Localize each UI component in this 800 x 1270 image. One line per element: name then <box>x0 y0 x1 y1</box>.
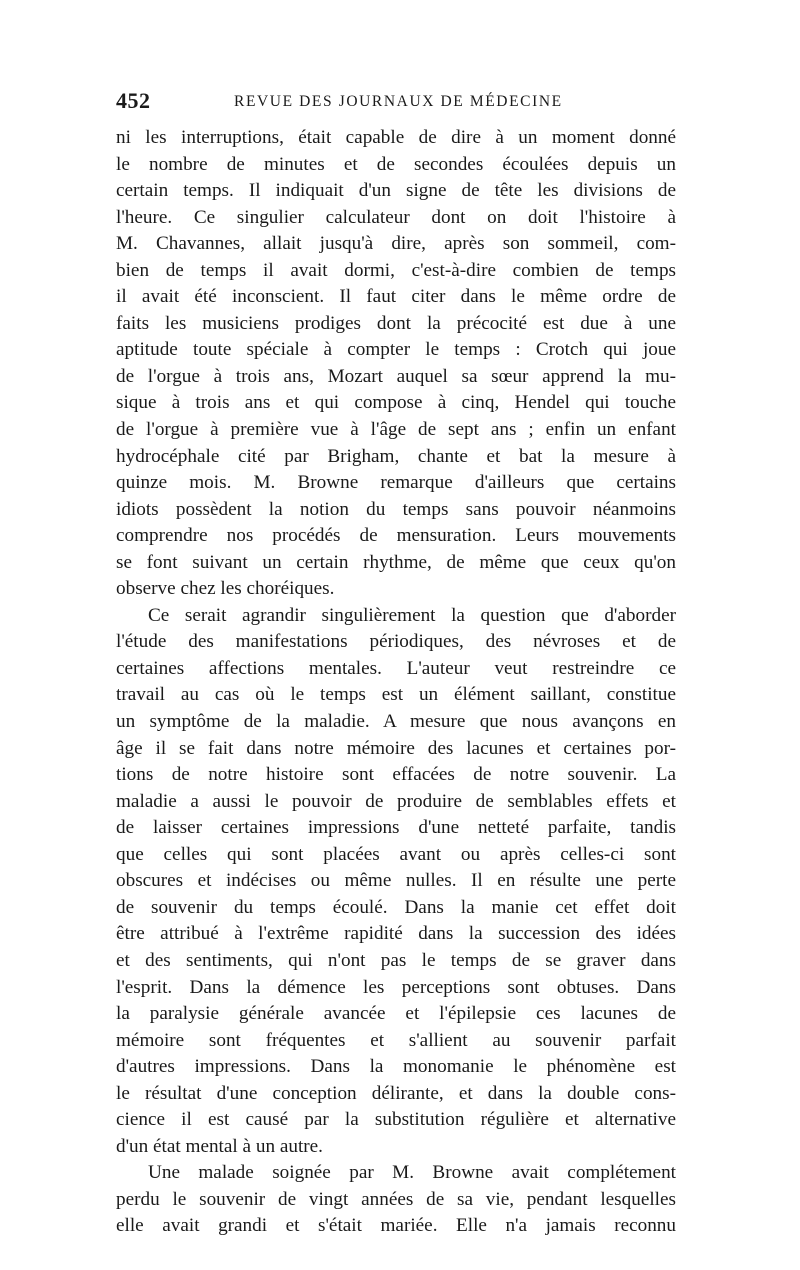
paragraph-end-line: d'un état mental à un autre. <box>116 1135 323 1157</box>
text-line: idiots possèdent la notion du temps sans pouvoir néanmoins <box>116 498 676 520</box>
text-line: l'esprit. Dans la démence les perceptions sont obtuses. Dans <box>116 976 676 998</box>
text-line: que celles qui sont placées avant ou après celles-ci sont <box>116 843 676 865</box>
text-line: le nombre de minutes et de secondes écoulées depuis un <box>116 153 676 175</box>
text-line: perdu le souvenir de vingt années de sa vie, pendant lesquelles <box>116 1188 676 1210</box>
text-line: faits les musiciens prodiges dont la précocité est due à une <box>116 312 676 334</box>
text-line: certain temps. Il indiquait d'un signe de tête les divisions de <box>116 180 676 202</box>
text-line: aptitude toute spéciale à compter le temps : Crotch qui joue <box>116 339 676 361</box>
text-line: de souvenir du temps écoulé. Dans la manie cet effet doit <box>116 896 676 918</box>
text-line: sique à trois ans et qui compose à cinq, Hendel qui touche <box>116 392 676 414</box>
text-line: se font suivant un certain rhythme, de même que ceux qu'on <box>116 551 676 573</box>
text-line: obscures et indécises ou même nulles. Il en résulte une perte <box>116 870 676 892</box>
text-line: de laisser certaines impressions d'une netteté parfaite, tandis <box>116 817 676 839</box>
paragraph-end-line: observe chez les choréiques. <box>116 578 335 600</box>
text-line: travail au cas où le temps est un élément saillant, constitue <box>116 684 676 706</box>
text-line: quinze mois. M. Browne remarque d'ailleurs que certains <box>116 472 676 494</box>
text-line: cience il est causé par la substitution régulière et alternative <box>116 1109 676 1131</box>
text-line: âge il se fait dans notre mémoire des lacunes et certaines por- <box>116 737 676 759</box>
journal-title: REVUE DES JOURNAUX DE MÉDECINE <box>234 93 563 110</box>
text-line: tions de notre histoire sont effacées de notre souvenir. La <box>116 764 676 786</box>
text-line: de l'orgue à première vue à l'âge de sept ans ; enfin un enfant <box>116 419 676 441</box>
text-line: maladie a aussi le pouvoir de produire de semblables effets et <box>116 790 676 812</box>
text-line: mémoire sont fréquentes et s'allient au souvenir parfait <box>116 1029 676 1051</box>
text-line: l'heure. Ce singulier calculateur dont on doit l'histoire à <box>116 206 676 228</box>
text-line: de l'orgue à trois ans, Mozart auquel sa sœur apprend la mu- <box>116 365 676 387</box>
paragraph-start-line: Une malade soignée par M. Browne avait complétement <box>148 1162 676 1184</box>
text-line: d'autres impressions. Dans la monomanie le phénomène est <box>116 1056 676 1078</box>
text-line: comprendre nos procédés de mensuration. Leurs mouvements <box>116 525 676 547</box>
text-line: et des sentiments, qui n'ont pas le temps de se graver dans <box>116 949 676 971</box>
text-line: l'étude des manifestations périodiques, des névroses et de <box>116 631 676 653</box>
text-line: le résultat d'une conception délirante, et dans la double cons- <box>116 1082 676 1104</box>
paragraph-start-line: Ce serait agrandir singulièrement la question que d'aborder <box>148 604 676 626</box>
text-line: bien de temps il avait dormi, c'est-à-dire combien de temps <box>116 259 676 281</box>
body-text <box>116 125 676 1240</box>
text-line: il avait été inconscient. Il faut citer dans le même ordre de <box>116 286 676 308</box>
text-line: un symptôme de la maladie. A mesure que nous avançons en <box>116 711 676 733</box>
text-line: la paralysie générale avancée et l'épilepsie ces lacunes de <box>116 1003 676 1025</box>
running-head <box>116 88 676 118</box>
page-number: 452 <box>116 88 151 113</box>
text-line: ni les interruptions, était capable de dire à un moment donné <box>116 127 676 148</box>
text-line: hydrocéphale cité par Brigham, chante et bat la mesure à <box>116 445 676 467</box>
text-line: être attribué à l'extrême rapidité dans la succession des idées <box>116 923 676 945</box>
text-line: M. Chavannes, allait jusqu'à dire, après son sommeil, com- <box>116 233 676 255</box>
text-line: certaines affections mentales. L'auteur veut restreindre ce <box>116 657 676 679</box>
text-line: elle avait grandi et s'était mariée. Elle n'a jamais reconnu <box>116 1215 676 1237</box>
